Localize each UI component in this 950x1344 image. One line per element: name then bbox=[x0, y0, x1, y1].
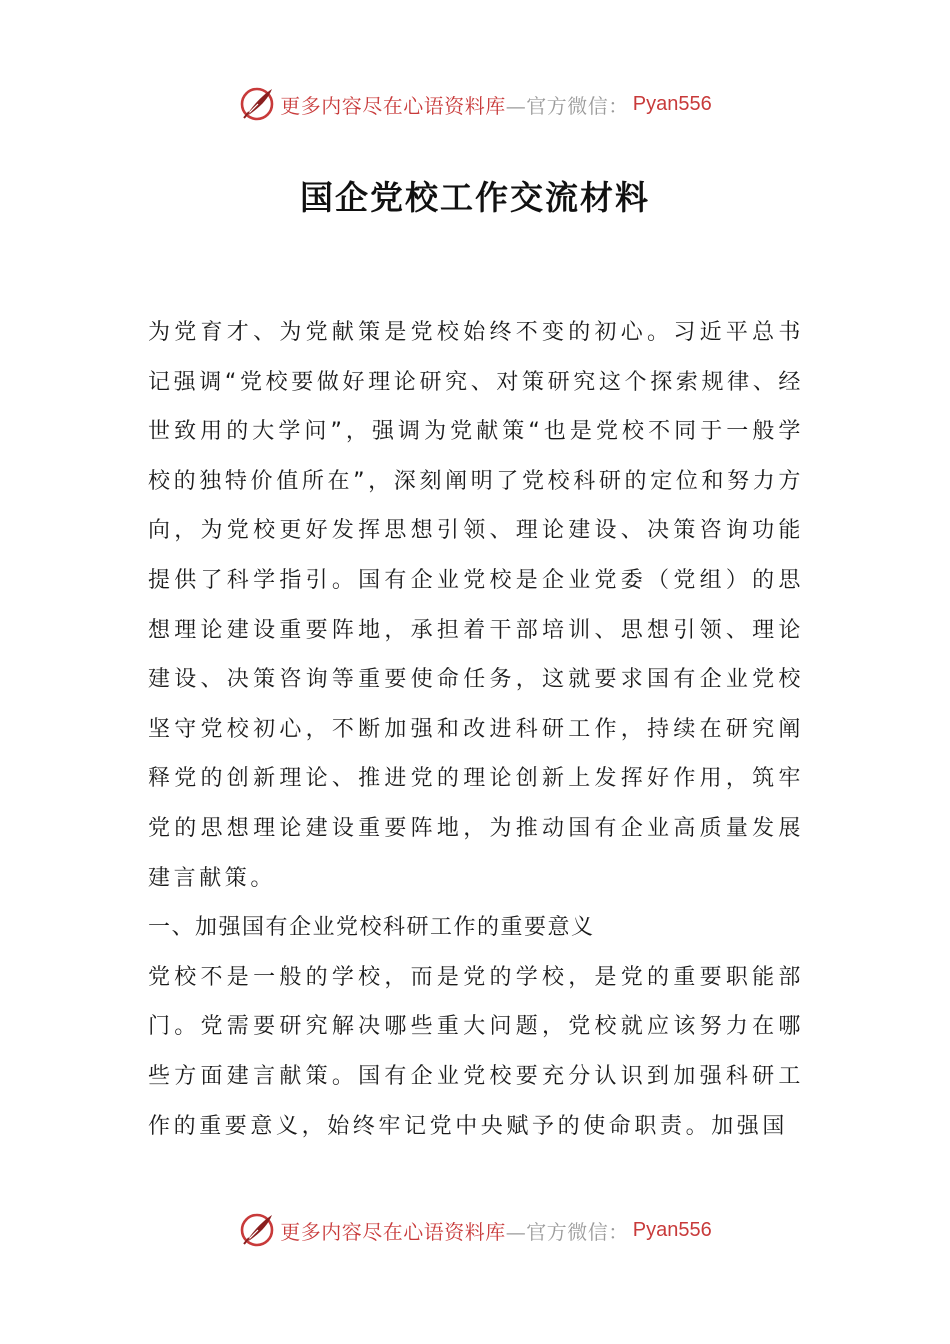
quill-logo-icon bbox=[238, 1211, 276, 1249]
document-body bbox=[148, 308, 804, 1151]
footer-banner bbox=[0, 1210, 950, 1250]
paragraph-intro: 为党育才、为党献策是党校始终不变的初心。习近平总书记强调“党校要做好理论研究、对策研究这个探索规律、经世致用的大学问”，强调为党献策“也是党校不同于一般学校的独特价值所在”，深刻阐明了党校科研的定位和努力方向，为党校更好发挥思想引领、理论建设、决策咨询功能提供了科学指引。国有企业党校是企业党委（党组）的思想理论建设重要阵地，承担着干部培训、思想引领、理论建设、决策咨询等重要使命任务，这就要求国有企业党校坚守党校初心，不断加强和改进科研工作，持续在研究阐释党的创新理论、推进党的理论创新上发挥好作用，筑牢党的思想理论建设重要阵地，为推动国有企业高质量发展建言献策。 bbox=[148, 320, 804, 891]
banner-site-text: 更多内容尽在心语资料库 bbox=[280, 1219, 506, 1244]
header-banner bbox=[0, 84, 950, 124]
paragraph-section-one: 党校不是一般的学校，而是党的学校，是党的重要职能部门。党需要研究解决哪些重大问题，党校就应该努力在哪些方面建言献策。国有企业党校要充分认识到加强科研工作的重要意义，始终牢记党中央赋予的使命职责。加强国 bbox=[148, 964, 804, 1139]
banner-official-text: —官方微信： bbox=[505, 1219, 629, 1244]
document-title: 国企党校工作交流材料 bbox=[300, 178, 650, 217]
banner-wechat-id: Pyan556 bbox=[632, 1218, 712, 1241]
banner-wechat-id: Pyan556 bbox=[632, 92, 712, 115]
banner-official-text: —官方微信： bbox=[505, 93, 629, 118]
section-heading: 一、加强国有企业党校科研工作的重要意义 bbox=[148, 915, 595, 941]
banner-site-text: 更多内容尽在心语资料库 bbox=[280, 93, 506, 118]
quill-logo-icon bbox=[238, 85, 276, 123]
